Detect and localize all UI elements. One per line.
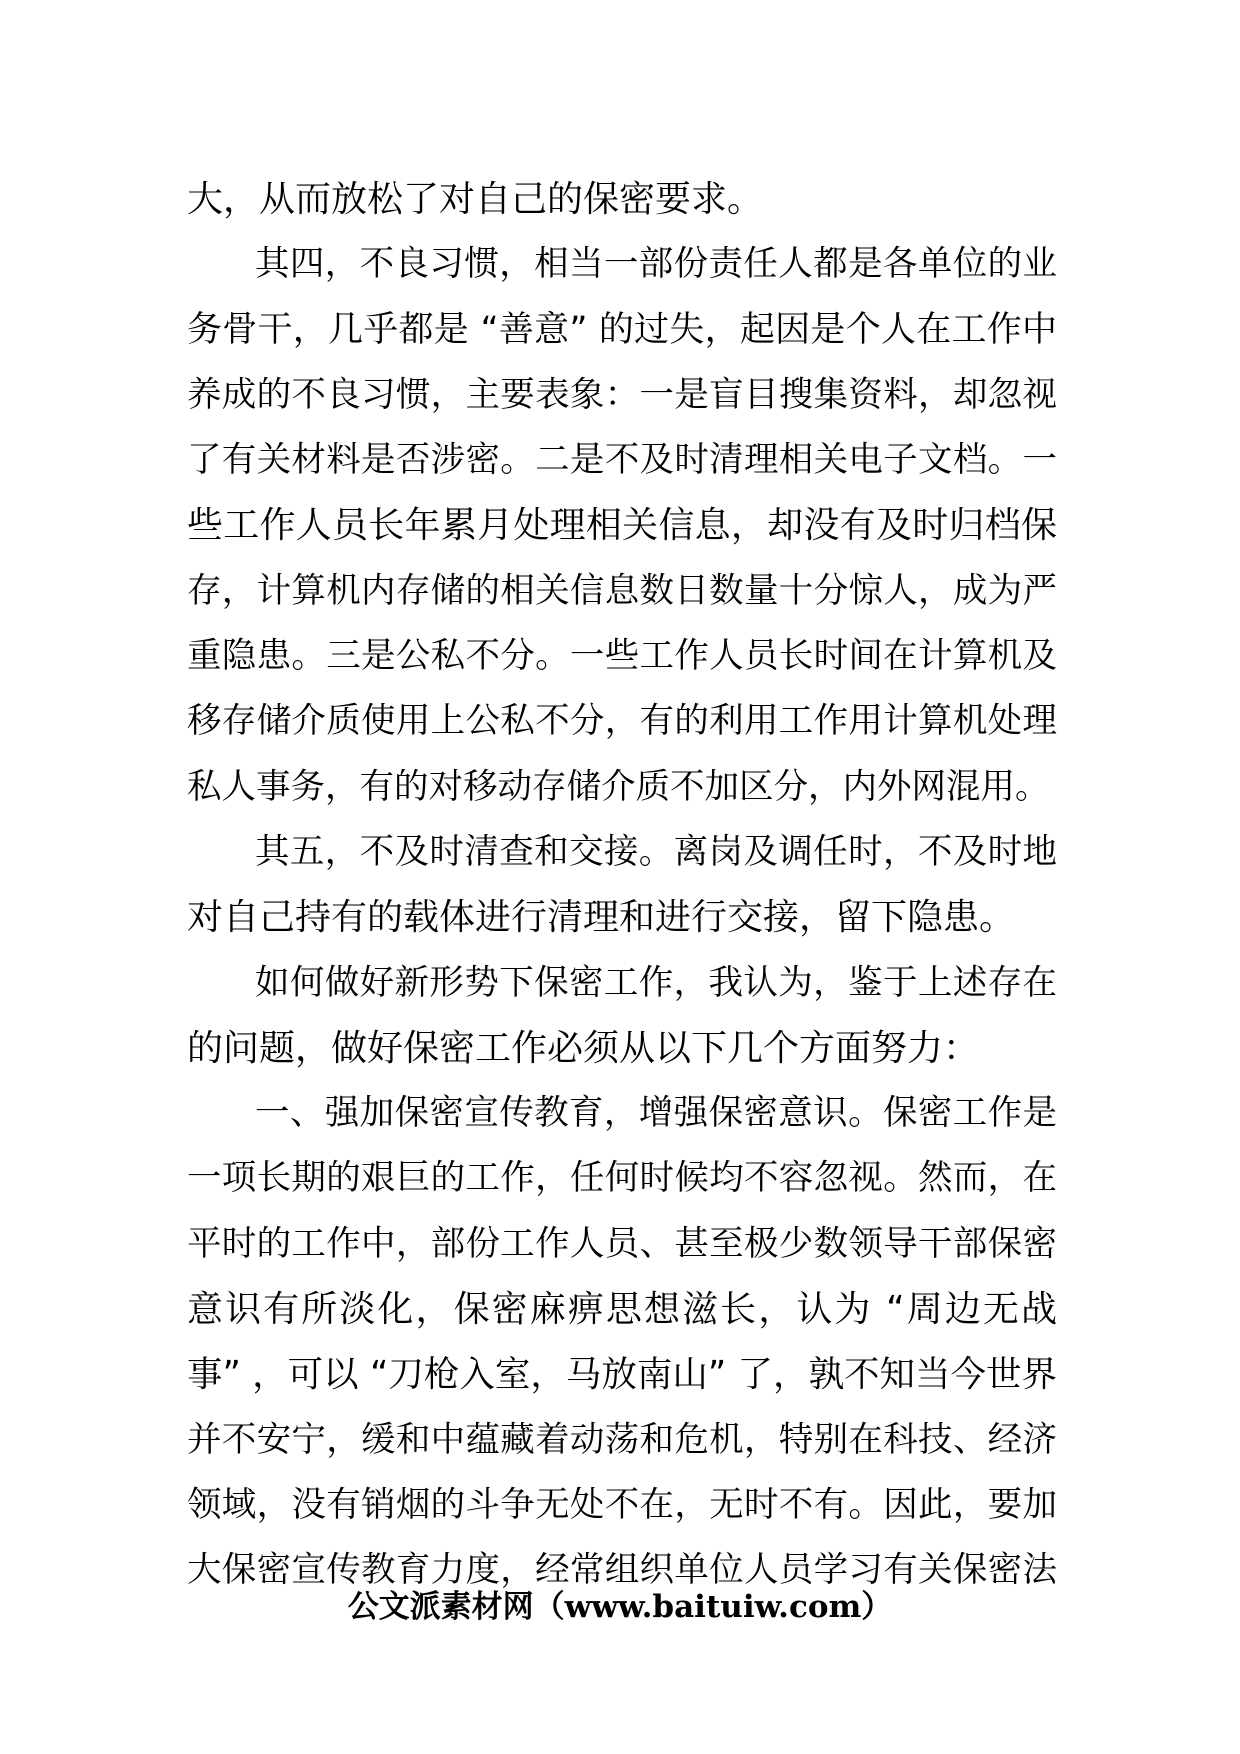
document-body [187,167,1057,1604]
text-line: 大保密宣传教育力度，经常组织单位人员学习有关保密法 [187,1550,1057,1591]
footer-watermark: 公文派素材网（www.baituiw.com） [347,1589,893,1625]
text-line: 领域，没有销烟的斗争无处不在，无时不有。因此，要加 [187,1484,1057,1525]
text-line: 平时的工作中，部份工作人员、甚至极少数领导干部保密 [187,1223,1057,1264]
text-line: 其四，不良习惯，相当一部份责任人都是各单位的业 [255,244,1057,285]
text-line: 其五，不及时清查和交接。离岗及调任时，不及时地 [255,831,1057,872]
text-line: 重隐患。三是公私不分。一些工作人员长时间在计算机及 [187,636,1057,677]
text-line: 务骨干，几乎都是 “善意” 的过失，起因是个人在工作中 [187,309,1057,350]
text-line: 如何做好新形势下保密工作，我认为，鉴于上述存在 [255,962,1057,1003]
text-line: 些工作人员长年累月处理相关信息，却没有及时归档保 [187,505,1057,547]
text-line: 对自己持有的载体进行清理和进行交接，留下隐患。 [187,897,1016,939]
text-line: 并不安宁，缓和中蕴藏着动荡和危机，特别在科技、经济 [187,1419,1057,1460]
text-line: 一、强加保密宣传教育，增强保密意识。保密工作是 [255,1093,1057,1134]
text-line: 存，计算机内存储的相关信息数日数量十分惊人，成为严 [187,570,1057,611]
text-line: 一项长期的艰巨的工作，任何时候均不容忽视。然而，在 [187,1158,1057,1199]
text-line: 养成的不良习惯，主要表象：一是盲目搜集资料，却忽视 [187,374,1057,415]
text-line: 移存储介质使用上公私不分，有的利用工作用计算机处理 [187,701,1057,742]
text-line: 事” ，可以 “刀枪入室，马放南山” 了，孰不知当今世界 [187,1354,1058,1396]
text-line: 了有关材料是否涉密。二是不及时清理相关电子文档。一 [187,440,1057,481]
text-line: 大，从而放松了对自己的保密要求。 [187,179,764,220]
text-line: 意识有所淡化，保密麻痹思想滋长，认为 “周边无战 [187,1289,1057,1331]
text-line: 私人事务，有的对移动存储介质不加区分，内外网混用。 [187,766,1050,807]
text-line: 的问题，做好保密工作必须从以下几个方面努力： [187,1027,980,1069]
